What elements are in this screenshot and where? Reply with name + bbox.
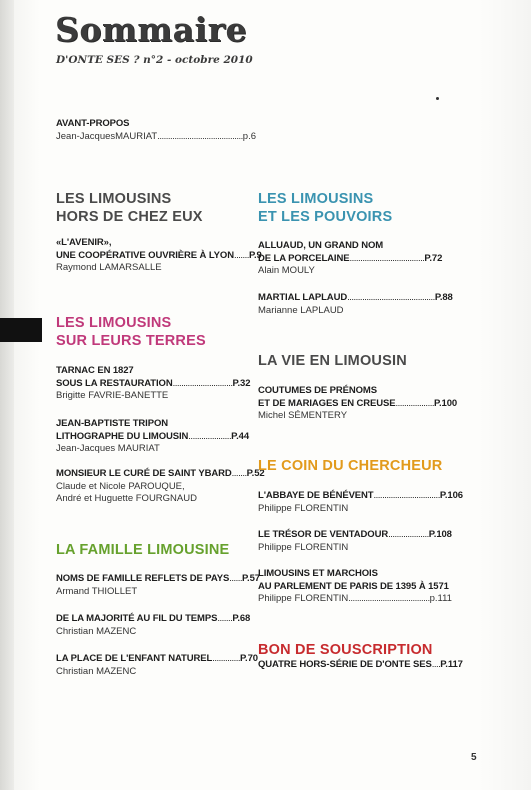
entry-page: P.88 bbox=[434, 292, 453, 303]
entry-page: p.111 bbox=[429, 593, 452, 604]
page-spine-shadow bbox=[0, 0, 14, 790]
toc-entry[interactable]: QUATRE HORS-SÉRIE DE D'ONTE SES....P.117 bbox=[258, 659, 463, 670]
entry-page: P.100 bbox=[434, 397, 458, 409]
section-heading-famille: LA FAMILLE LIMOUSINE bbox=[56, 542, 230, 558]
toc-entry[interactable]: L'ABBAYE DE BÉNÉVENT...............................P.106 Philippe FLORENTIN bbox=[258, 490, 463, 514]
entry-page: P.52 bbox=[246, 468, 265, 479]
toc-entry-avant-propos[interactable]: AVANT-PROPOS Jean-JacquesMAURIAT........................................p.6 bbox=[56, 118, 256, 142]
entry-author: Claude et Nicole PAROUQUE, bbox=[56, 480, 185, 492]
entry-author: Christian MAZENC bbox=[56, 665, 137, 677]
entry-page: P.44 bbox=[231, 430, 250, 442]
toc-entry[interactable]: «L'AVENIR», UNE COOPÉRATIVE OUVRIÈRE À LYON.......P.9 Raymond LAMARSALLE bbox=[56, 237, 262, 273]
section-heading-pouvoirs: LES LIMOUSINS ET LES POUVOIRS bbox=[258, 191, 393, 225]
page-title: Sommaire bbox=[55, 10, 247, 49]
section-heading-chercheur: LE COIN DU CHERCHEUR bbox=[258, 458, 443, 474]
entry-page: P.9 bbox=[248, 249, 262, 261]
toc-entry[interactable]: COUTUMES DE PRÉNOMS ET DE MARIAGES EN CREUSE..................P.100 Michel SÉMENTERY bbox=[258, 385, 458, 421]
entry-author: Philippe FLORENTIN bbox=[258, 502, 349, 514]
section-heading-vie: LA VIE EN LIMOUSIN bbox=[258, 353, 407, 369]
toc-entry[interactable]: LIMOUSINS ET MARCHOIS AU PARLEMENT DE PARIS DE 1395 À 1571 Philippe FLORENTIN......................................p.111 bbox=[258, 568, 452, 604]
entry-page: P.106 bbox=[439, 490, 463, 501]
section-heading-souscription: BON DE SOUSCRIPTION bbox=[258, 642, 433, 658]
entry-page: P.32 bbox=[232, 377, 251, 389]
entry-page: P.117 bbox=[440, 659, 463, 670]
section-heading-terres: LES LIMOUSINS SUR LEURS TERRES bbox=[56, 315, 206, 349]
toc-entry[interactable]: NOMS DE FAMILLE REFLETS DE PAYS......P.57 Armand THIOLLET bbox=[56, 573, 260, 597]
entry-author: Philippe FLORENTIN bbox=[258, 593, 349, 604]
entry-author: Alain MOULY bbox=[258, 265, 315, 276]
issue-subtitle: D'ONTE SES ? n°2 - octobre 2010 bbox=[56, 54, 253, 66]
entry-page: P.57 bbox=[242, 573, 260, 584]
page-number: 5 bbox=[471, 752, 477, 763]
entry-author: Brigitte FAVRIE-BANETTE bbox=[56, 390, 169, 401]
entry-page: P.70 bbox=[240, 653, 258, 664]
toc-entry[interactable]: LE TRÉSOR DE VENTADOUR...................P.108 Philippe FLORENTIN bbox=[258, 529, 452, 553]
entry-author: Armand THIOLLET bbox=[56, 585, 138, 597]
entry-page: P.108 bbox=[428, 529, 452, 540]
toc-entry[interactable]: LA PLACE DE L'ENFANT NATUREL.............P.70 Christian MAZENC bbox=[56, 653, 258, 677]
entry-author: Philippe FLORENTIN bbox=[258, 541, 349, 553]
entry-page: p.6 bbox=[242, 130, 256, 142]
black-tab-marker bbox=[0, 318, 42, 342]
toc-entry[interactable]: JEAN-BAPTISTE TRIPON LITHOGRAPHE DU LIMOUSIN....................P.44 Jean-Jacques MAURIAT bbox=[56, 418, 250, 454]
speck bbox=[436, 97, 439, 100]
entry-author: Christian MAZENC bbox=[56, 625, 137, 637]
entry-author: Raymond LAMARSALLE bbox=[56, 262, 162, 273]
toc-entry[interactable]: MARTIAL LAPLAUD.........................................P.88 Marianne LAPLAUD bbox=[258, 292, 453, 316]
entry-author: Marianne LAPLAUD bbox=[258, 304, 344, 316]
section-heading-hors: LES LIMOUSINS HORS DE CHEZ EUX bbox=[56, 191, 203, 225]
entry-page: P.72 bbox=[424, 252, 443, 264]
entry-author: Jean-Jacques MAURIAT bbox=[56, 443, 160, 454]
entry-author: André et Huguette FOURGNAUD bbox=[56, 493, 197, 504]
toc-entry[interactable]: ALLUAUD, UN GRAND NOM DE LA PORCELAINE...................................P.72 Alain MOULY bbox=[258, 240, 443, 276]
entry-author: Jean-JacquesMAURIAT bbox=[56, 130, 158, 142]
toc-entry[interactable]: MONSIEUR LE CURÉ DE SAINT YBARD.......P.52 Claude et Nicole PAROUQUE, André et Huguette FOURGNAUD bbox=[56, 468, 265, 504]
toc-entry[interactable]: DE LA MAJORITÉ AU FIL DU TEMPS.......P.68 Christian MAZENC bbox=[56, 613, 251, 637]
entry-author: Michel SÉMENTERY bbox=[258, 410, 348, 421]
toc-entry[interactable]: TARNAC EN 1827 SOUS LA RESTAURATION............................P.32 Brigitte FAVRIE-BANETTE bbox=[56, 365, 251, 401]
entry-page: P.68 bbox=[232, 613, 251, 624]
entry-title: AVANT-PROPOS bbox=[56, 118, 130, 129]
